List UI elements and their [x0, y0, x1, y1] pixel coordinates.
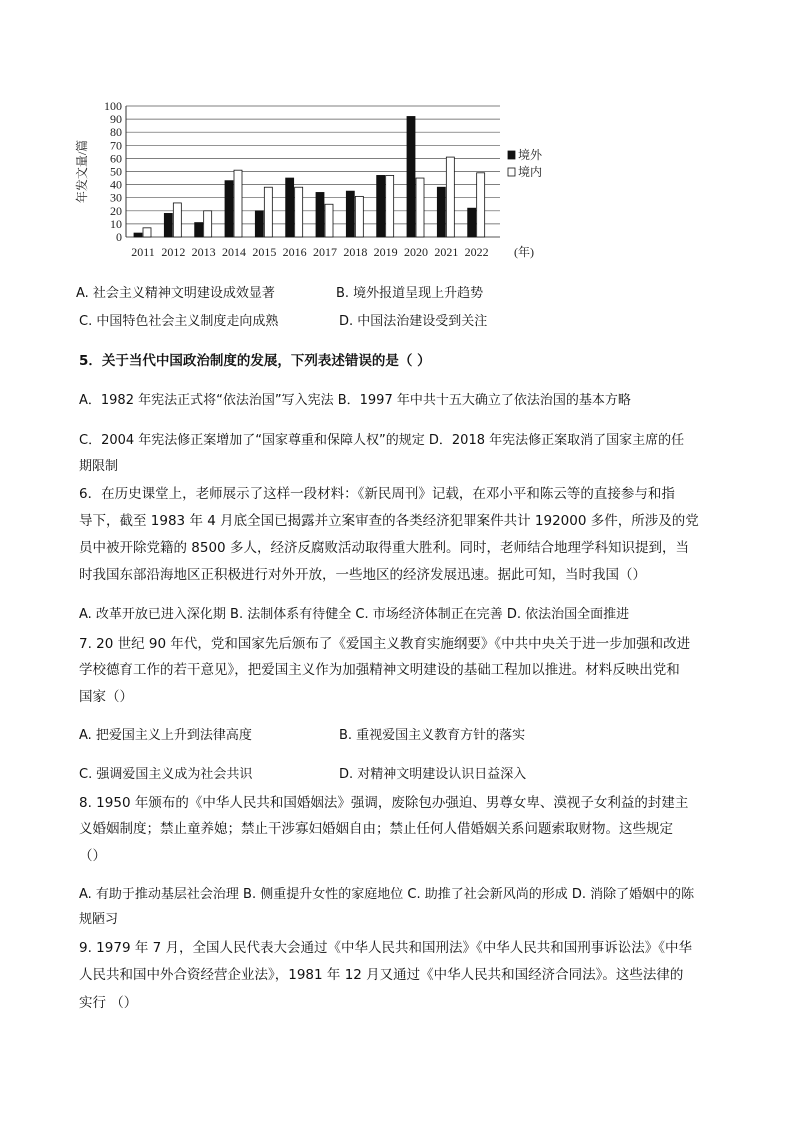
q6-line-1: 6．在历史课堂上，老师展示了这样一段材料：《新民周刊》记载，在邓小平和陈云等的直接参与和指 — [79, 486, 675, 502]
bar-jingwai — [286, 178, 294, 237]
y-tick-label: 90 — [110, 112, 122, 127]
y-axis-label: 年发文量/篇 — [75, 139, 89, 204]
q7-option-c[interactable]: C. 强调爱国主义成为社会共识 — [79, 767, 253, 782]
q4-option-b[interactable]: B. 境外报道呈现上升趋势 — [336, 286, 484, 301]
q9-line-1: 9. 1979 年 7 月，全国人民代表大会通过《中华人民共和国刑法》《中华人民共和国刑事诉讼法》《中华 — [79, 940, 692, 956]
y-tick-label: 20 — [110, 203, 122, 218]
legend-swatch — [508, 168, 515, 176]
y-tick-label: 40 — [110, 177, 122, 192]
bar-jingwai — [437, 187, 445, 237]
bar-jingwai — [195, 223, 203, 237]
q9-line-3: 实行 （） — [79, 995, 138, 1011]
bar-jingnei — [295, 187, 303, 237]
x-tick-label: 2013 — [191, 245, 216, 259]
x-tick-label: 2020 — [404, 245, 428, 259]
x-tick-label: 2015 — [252, 245, 277, 259]
y-tick-label: 100 — [104, 99, 122, 113]
q5-stem: 5．关于当代中国政治制度的发展，下列表述错误的是（ ） — [79, 353, 431, 369]
legend-label: 境内 — [518, 165, 543, 179]
q4-option-a[interactable]: A. 社会主义精神文明建设成效显著 — [76, 286, 275, 301]
bar-jingnei — [477, 173, 485, 237]
bar-jingnei — [234, 170, 242, 237]
bar-chart — [74, 94, 554, 264]
bar-jingwai — [225, 181, 233, 237]
q7-option-a[interactable]: A. 把爱国主义上升到法律高度 — [79, 728, 252, 743]
q7-option-b[interactable]: B. 重视爱国主义教育方针的落实 — [339, 728, 526, 743]
q6-line-3: 员中被开除党籍的 8500 多人，经济反腐败活动取得重大胜利。同时，老师结合地理学科知识提到，当 — [79, 540, 689, 556]
x-tick-label: 2021 — [434, 245, 459, 259]
bar-jingnei — [386, 175, 394, 237]
q6-options[interactable]: A. 改革开放已进入深化期 B. 法制体系有待健全 C. 市场经济体制正在完善 D. 依法治国全面推进 — [79, 607, 630, 622]
q8-options-cont: 规陋习 — [79, 912, 119, 927]
x-tick-label: 2012 — [161, 245, 186, 259]
y-tick-label: 70 — [110, 138, 122, 153]
bar-jingnei — [416, 178, 424, 237]
x-tick-label: 2019 — [373, 245, 398, 259]
bar-jingwai — [134, 233, 142, 237]
bar-jingnei — [264, 187, 272, 237]
q7-line-1: 7. 20 世纪 90 年代，党和国家先后颁布了《爱国主义教育实施纲要》《中共中央关于进一步加强和改进 — [79, 636, 691, 652]
y-tick-label: 0 — [116, 230, 122, 244]
q5-options-cd-cont: 期限制 — [79, 459, 119, 474]
q7-option-d[interactable]: D. 对精神文明建设认识日益深入 — [339, 767, 527, 782]
bar-jingnei — [143, 228, 151, 237]
bar-jingwai — [468, 208, 476, 237]
bar-jingnei — [204, 211, 212, 237]
x-tick-label: 2022 — [464, 245, 489, 259]
q5-options-ab[interactable]: A．1982 年宪法正式将“依法治国”写入宪法 B．1997 年中共十五大确立了依法治国的基本方略 — [79, 393, 631, 408]
bar-jingwai — [316, 192, 324, 237]
y-tick-label: 50 — [110, 164, 122, 179]
x-axis-label: (年) — [514, 245, 534, 259]
bar-jingnei — [355, 196, 363, 237]
y-tick-label: 60 — [110, 151, 122, 166]
q9-line-2: 人民共和国中外合资经营企业法》，1981 年 12 月又通过《中华人民共和国经济合同法》。这些法律的 — [79, 967, 684, 983]
bar-jingwai — [377, 175, 385, 237]
q8-line-2: 义婚姻制度；禁止童养媳；禁止干涉寡妇婚姻自由；禁止任何人借婚姻关系问题索取财物。这些规定 — [79, 821, 673, 837]
bar-jingwai — [255, 211, 263, 237]
legend-label: 境外 — [518, 148, 543, 162]
q8-options[interactable]: A. 有助于推动基层社会治理 B. 侧重提升女性的家庭地位 C. 助推了社会新风尚的形成 D. 消除了婚姻中的陈 — [79, 887, 695, 902]
bar-jingnei — [446, 157, 454, 237]
q4-option-d[interactable]: D. 中国法治建设受到关注 — [339, 314, 488, 329]
q6-line-4: 时我国东部沿海地区正积极进行对外开放，一些地区的经济发展迅速。据此可知，当时我国（） — [79, 567, 646, 583]
bar-jingwai — [164, 213, 172, 237]
x-tick-label: 2016 — [282, 245, 307, 259]
legend-swatch — [508, 151, 515, 159]
x-tick-label: 2018 — [343, 245, 368, 259]
q7-line-3: 国家（） — [79, 689, 133, 705]
q6-line-2: 导下，截至 1983 年 4 月底全国已揭露并立案审查的各类经济犯罪案件共计 192000 多件，所涉及的党 — [79, 513, 699, 529]
q7-line-2: 学校德育工作的若干意见》，把爱国主义作为加强精神文明建设的基础工程加以推进。材料反映出党和 — [79, 662, 680, 678]
q8-line-3: （） — [79, 848, 106, 864]
y-tick-label: 30 — [110, 190, 122, 205]
x-tick-label: 2011 — [131, 245, 155, 259]
q5-options-cd[interactable]: C．2004 年宪法修正案增加了“国家尊重和保障人权”的规定 D．2018 年宪法修正案取消了国家主席的任 — [79, 433, 685, 448]
bar-jingwai — [407, 116, 415, 237]
q8-line-1: 8. 1950 年颁布的《中华人民共和国婚姻法》强调，废除包办强迫、男尊女卑、漠视子女利益的封建主 — [79, 795, 689, 811]
bar-jingwai — [346, 191, 354, 237]
y-tick-label: 10 — [110, 216, 122, 231]
bar-jingnei — [173, 203, 181, 237]
q4-option-c[interactable]: C. 中国特色社会主义制度走向成熟 — [79, 314, 279, 329]
bar-jingnei — [325, 204, 333, 237]
x-tick-label: 2017 — [313, 245, 337, 259]
x-tick-label: 2014 — [222, 245, 246, 259]
y-tick-label: 80 — [110, 125, 122, 140]
